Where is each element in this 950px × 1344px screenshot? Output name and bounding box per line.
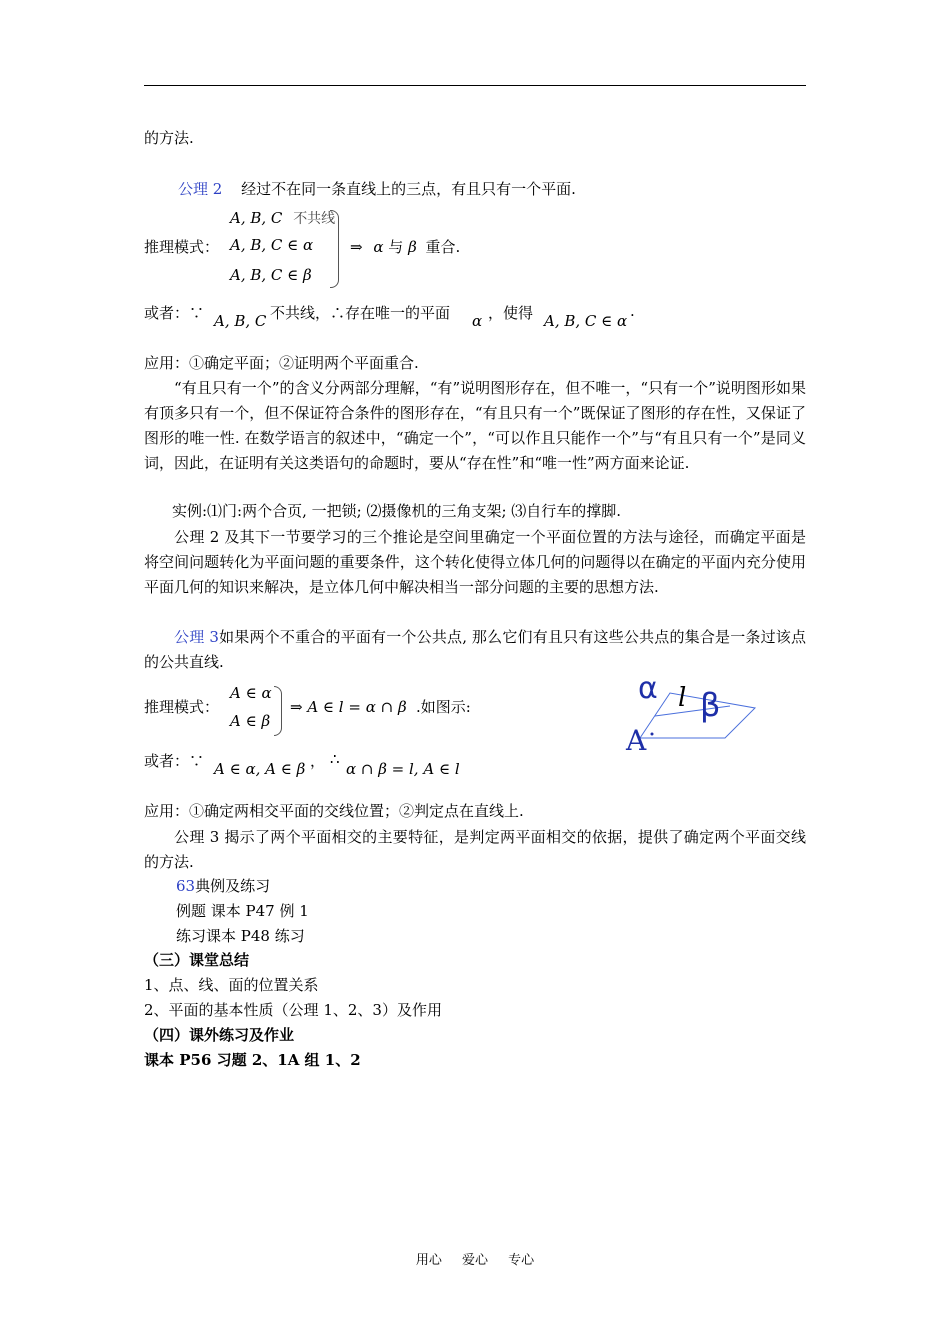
summary-item-1: 1、点、线、面的位置关系 xyxy=(144,976,319,994)
practice-exercise: 练习课本 P48 练习 xyxy=(176,927,305,945)
implies-symbol: ⇒ xyxy=(350,238,363,256)
axiom2-brace xyxy=(330,210,339,288)
axiom2-alt-text1: 不共线，∴存在唯一的平面 xyxy=(270,304,451,322)
axiom3-conclusion: ⇒ A ∈ l = α ∩ β xyxy=(290,698,407,716)
axiom2-alt-text2: ，使得 xyxy=(488,304,534,322)
figure-beta-label: β xyxy=(700,686,721,724)
figure-l-label: l xyxy=(678,683,687,713)
therefore-symbol: ∴ xyxy=(330,750,340,768)
axiom3-model-label: 推理模式： xyxy=(144,698,220,716)
axiom3-application: 应用：①确定两相交平面的交线位置；②判定点在直线上. xyxy=(144,802,524,820)
axiom2-model-label: 推理模式： xyxy=(144,238,220,256)
top-fragment: 的方法. xyxy=(144,129,194,147)
axiom2-premise1 xyxy=(230,208,335,228)
axiom2-premise3: A, B, C ∈ β xyxy=(230,266,312,284)
because3-symbol: ∵ xyxy=(189,752,205,770)
figure-point-dot xyxy=(651,733,654,736)
axiom3-alt xyxy=(144,750,204,771)
axiom3-name: 公理 3 xyxy=(174,628,219,646)
axiom3-alt-math2: α ∩ β = l, A ∈ l xyxy=(346,760,460,778)
axiom2-line xyxy=(178,178,576,199)
page-footer xyxy=(0,1249,950,1268)
homework-heading: （四）课外练习及作业 xyxy=(144,1026,295,1044)
axiom3-statement: 如果两个不重合的平面有一个公共点, 那么它们有且只有这些公共点的集合是一条过该点的公共直线. xyxy=(144,628,807,671)
homework-content: 课本 P56 习题 2、1A 组 1、2 xyxy=(144,1051,361,1069)
axiom2-examples: 实例:⑴门:两个合页, 一把锁; ⑵摄像机的三角支架; ⑶自行车的撑脚. xyxy=(172,502,622,520)
practice-title: 典例及练习 xyxy=(195,877,271,895)
footer-item: 专心 xyxy=(508,1253,535,1268)
axiom3-premise1: A ∈ α xyxy=(230,684,272,702)
practice-heading xyxy=(176,875,270,896)
because-symbol: ∵ xyxy=(189,304,205,322)
axiom3-alt-comma: ， xyxy=(310,752,326,770)
conclusion-text: 重合. xyxy=(425,238,461,256)
axiom2-alt-alpha: α xyxy=(472,312,483,330)
footer-item: 爱心 xyxy=(461,1253,488,1268)
axiom3-alt-math1: A ∈ α, A ∈ β xyxy=(214,760,306,778)
planes-figure xyxy=(610,668,760,758)
axiom2-alt xyxy=(144,302,204,323)
axiom2-alt-math-end: A, B, C ∈ α xyxy=(544,312,628,330)
axiom2-alt-period: . xyxy=(630,302,635,320)
summary-heading: （三）课堂总结 xyxy=(144,951,250,969)
axiom3-brace xyxy=(274,686,282,736)
axiom2-significance: 公理 2 及其下一节要学习的三个推论是空间里确定一个平面位置的方法与途径，而确定平面是将空间问题转化为平面问题的重要条件，这个转化使得立体几何的问题得以在确定的平面内充分使用平面几何的知识来解决，是立体几何中解决相当一部分问题的主要的思想方法. xyxy=(144,528,806,596)
axiom2-application: 应用：①确定平面；②证明两个平面重合. xyxy=(144,354,419,372)
alt3-prefix: 或者： xyxy=(144,752,190,770)
figure-alpha-label: α xyxy=(638,671,658,706)
axiom3-premise2: A ∈ β xyxy=(230,712,271,730)
alt-prefix: 或者： xyxy=(144,304,190,322)
axiom3-figure-text: .如图示: xyxy=(416,698,471,716)
footer-item: 用心 xyxy=(415,1253,442,1268)
axiom2-name: 公理 2 xyxy=(178,180,223,198)
axiom2-statement: 经过不在同一条直线上的三点，有且只有一个平面. xyxy=(241,180,576,198)
beta-symbol: β xyxy=(408,238,417,256)
axiom2-alt-abc: A, B, C xyxy=(214,312,267,330)
axiom2-premise2: A, B, C ∈ α xyxy=(230,236,314,254)
alpha-symbol: α xyxy=(373,238,384,256)
axiom3-significance: 公理 3 揭示了两个平面相交的主要特征，是判定两平面相交的依据，提供了确定两个平面交线的方法. xyxy=(144,828,806,871)
and-text: 与 xyxy=(388,238,404,256)
premise1-text: 不共线 xyxy=(293,211,336,227)
figure-point-label: A xyxy=(626,724,647,757)
summary-item-2: 2、平面的基本性质（公理 1、2、3）及作用 xyxy=(144,1001,442,1019)
axiom2-explanation: “有且只有一个”的含义分两部分理解，“有”说明图形存在，但不唯一，“只有一个”说明图形如果有顶多只有一个，但不保证符合条件的图形存在，“有且只有一个”既保证了图形的存在性，又保证了图形的唯一性. 在数学语言的叙述中，“确定一个”，“可以作且只能作一个”与“有且只有一个”是同义词，因此，在证明有关这类语句的命题时，要从“存在性”和“唯一性”两方面来论证. xyxy=(144,379,806,472)
axiom2-conclusion xyxy=(350,236,460,257)
premise1-math: A, B, C xyxy=(230,209,283,227)
practice-number: 63 xyxy=(176,877,196,895)
practice-example: 例题 课本 P47 例 1 xyxy=(176,902,309,920)
header-rule xyxy=(144,85,806,86)
